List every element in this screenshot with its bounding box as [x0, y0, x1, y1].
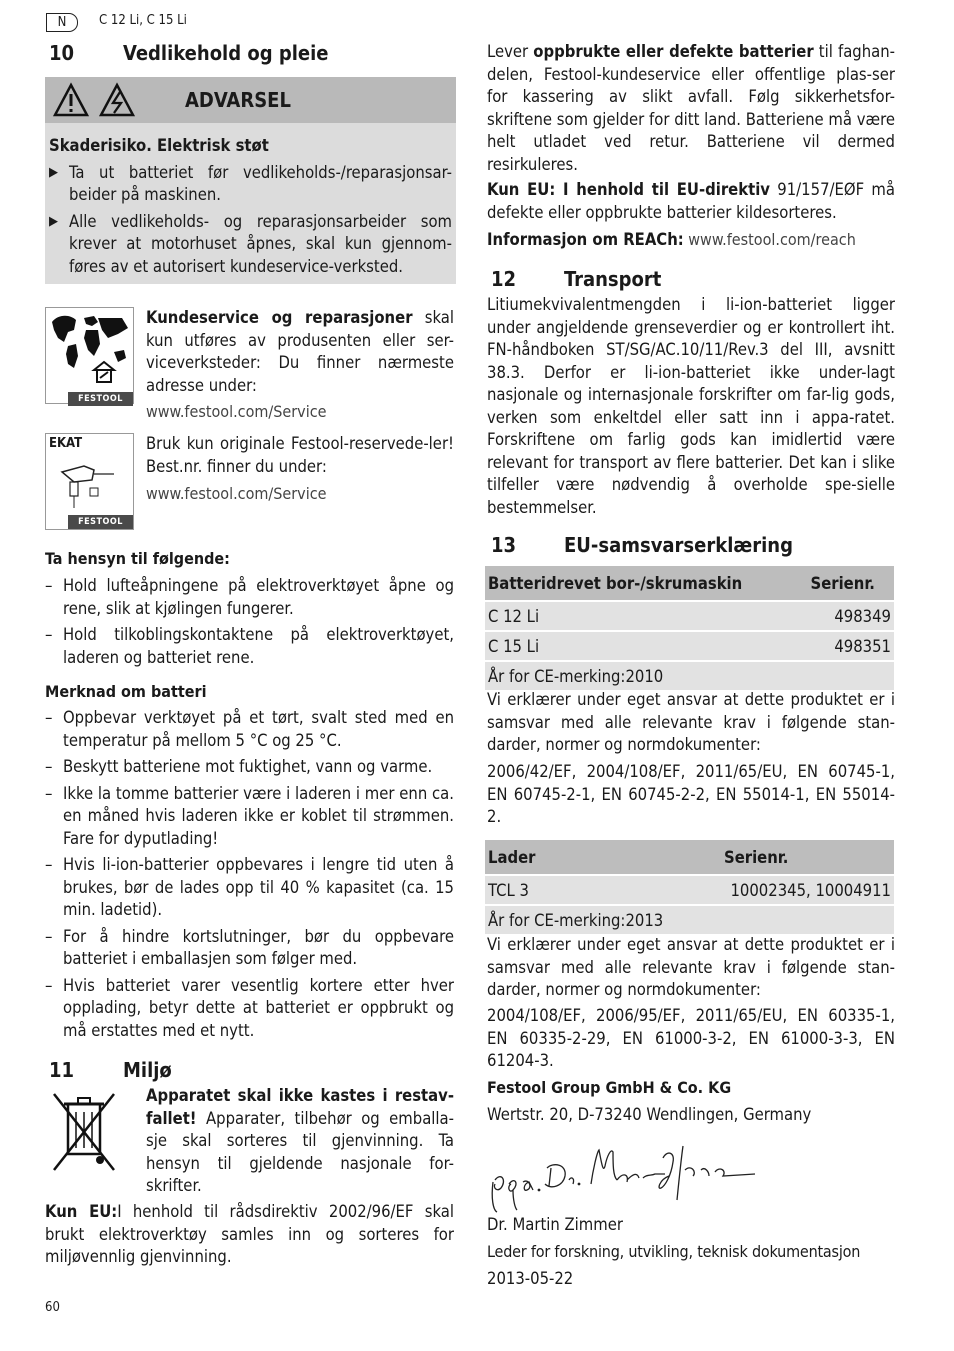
note-item: – Hold tilkoblingskontaktene på elektroverktøyet, laderen og batteriet rene.	[45, 625, 454, 667]
standards-list-1: 2006/42/EF, 2004/108/EF, 2011/65/EU, EN 60745-1, EN 60745-2-1, EN 60745-2-2, EN 55014-1, EN 55014-2.	[487, 762, 895, 826]
eu-disposal-text: Kun EU:I henhold til rådsdirektiv 2002/96/EF skal brukt elektroverktøy samles inn og sorteres for miljøvennlig gjenvinning.	[45, 1202, 454, 1266]
section-11-number: 11	[49, 1058, 75, 1082]
table-row: C 12 Li 498349	[485, 601, 894, 631]
warning-subtitle: Skaderisiko. Elektrisk støt	[49, 136, 269, 155]
battery-return-text: Lever oppbrukte eller defekte batterier til faghan-delen, Festool-kundeservice eller offentlige plas-ser for kassering av slikt avfall. Følg sikkerhetsfor-skriftene som gjelder for ditt land. Batteriene må være helt utladet ved retur. Batteriene vil dermed resirkuleres.	[487, 42, 895, 174]
signature	[487, 1140, 762, 1215]
page-number: 60	[45, 1300, 60, 1315]
section-13-title: EU-samsvarserklæring	[564, 533, 793, 557]
battery-item: – Beskytt batteriene mot fuktighet, vann og varme.	[45, 757, 433, 776]
eu-battery-directive: Kun EU: I henhold til EU-direktiv 91/157/EØF må defekte eller oppbrukte batterier kildesorteres.	[487, 180, 895, 222]
table-row: C 15 Li 498351	[485, 631, 894, 661]
disposal-text: Apparatet skal ikke kastes i restav-fallet! Apparater, tilbehør og emballa-sje skal sorteres til gjenvinning. Ta hensyn til gjeldende nasjonale for-skrifter.	[146, 1086, 454, 1195]
charger-serial-table: Lader Serienr. TCL 3 10002345, 10004911 År for CE-merking:2013	[485, 840, 894, 936]
battery-item: – Oppbevar verktøyet på et tørt, svalt sted med en temperatur på mellom 5 °C og 25 °C.	[45, 708, 454, 750]
service-url[interactable]: www.festool.com/Service	[146, 402, 327, 421]
world-service-icon	[45, 307, 134, 404]
language-badge: N	[46, 13, 78, 32]
table-row: År for CE-merking:2010	[485, 661, 894, 691]
warning-item: ▶ Alle vedlikeholds- og reparasjonsarbeider som krever at motorhuset åpnes, skal kun gjennom-føres av et autorisert kundeservice-verksted.	[49, 211, 452, 276]
note-item: – Hold lufteåpningene på elektroverktøyet åpne og rene, slik at kjølingen fungerer.	[45, 576, 454, 618]
signer-role: Leder for forskning, utvikling, teknisk dokumentasjon	[487, 1242, 861, 1261]
battery-item: – For å hindre kortslutninger, bør du oppbevare batteriet i emballasjen som følger med.	[45, 926, 454, 968]
crossed-bin-icon	[50, 1090, 118, 1176]
battery-item: – Hvis li-ion-batterier oppbevares i lengre tid uten å brukes, bør de lades opp til 40 % kapasitet (ca. 15 min. ladetid).	[45, 855, 454, 919]
signer-name: Dr. Martin Zimmer	[487, 1215, 623, 1234]
section-11-title: Miljø	[123, 1058, 172, 1082]
warning-item: ▶ Ta ut batteriet før vedlikeholds-/reparasjonsar-beider på maskinen.	[49, 162, 452, 204]
section-12-number: 12	[491, 267, 517, 291]
model-header: C 12 Li, C 15 Li	[99, 13, 187, 28]
standards-list-2: 2004/108/EF, 2006/95/EF, 2011/65/EU, EN 60335-1, EN 60335-2-29, EN 61000-3-2, EN 61000-3-3, EN 61204-3.	[487, 1006, 895, 1070]
ekat-text: Bruk kun originale Festool-reservede-ler! Best.nr. finner du under:	[146, 434, 454, 476]
battery-item: – Ikke la tomme batterier være i laderen i mer enn ca. en måned hvis laderen ikke er koblet til strømmen. Fare for dyputlading!	[45, 783, 454, 848]
table-row: År for CE-merking:2013	[485, 905, 894, 935]
company-name: Festool Group GmbH & Co. KG	[487, 1078, 732, 1097]
battery-item: – Hvis batteriet varer vesentlig kortere etter hver opplading, betyr dette at batteriet er oppbrukt og må erstattes med et nytt.	[45, 975, 454, 1040]
warning-box	[45, 77, 456, 284]
ekat-icon: EKAT FESTOOL	[45, 433, 134, 530]
declaration-text-1: Vi erklærer under eget ansvar at dette produktet er i samsvar med alle relevante krav i følgende stan-darder, normer og normdokumenter:	[487, 690, 895, 754]
festool-logo: FESTOOL	[68, 515, 133, 529]
signature-date: 2013-05-22	[487, 1269, 574, 1288]
declaration-text-2: Vi erklærer under eget ansvar at dette produktet er i samsvar med alle relevante krav i følgende stan-darder, normer og normdokumenter:	[487, 935, 895, 999]
battery-heading: Merknad om batteri	[45, 682, 207, 701]
section-10-title: Vedlikehold og pleie	[123, 41, 329, 65]
ekat-url[interactable]: www.festool.com/Service	[146, 484, 327, 503]
service-text: Kundeservice og reparasjoner skal kun utføres av produsenten eller ser-viceverksteder: Du finner nærmeste adresse under:	[146, 308, 455, 395]
section-10-number: 10	[49, 41, 75, 65]
section-13-number: 13	[491, 533, 517, 557]
drill-diagram-icon	[54, 452, 124, 512]
reach-info: Informasjon om REACh: www.festool.com/reach	[487, 230, 856, 249]
table-row: TCL 3 10002345, 10004911	[485, 875, 894, 905]
warning-label: ADVARSEL	[185, 88, 291, 112]
electric-hazard-icon	[99, 82, 135, 118]
company-address: Wertstr. 20, D-73240 Wendlingen, Germany	[487, 1105, 812, 1124]
transport-text: Litiumekvivalentmengden i li-ion-batteriet ligger under angjeldende grenseverdier og er kontrollert iht. FN-håndboken ST/SG/AC.10/11/Rev.3 del III, avsnitt 38.3. Derfor er li-ion-batteriet ikke under-lagt nasjonale og internasjonale forskrifter om far-lig gods, verken som enkeltdel eller satt inn i appa-ratet. Forskriftene om farlig gods kan imidlertid være relevant for transport av flere batterier. Det kan i slike tilfeller være nødvendig å overholde spe-sielle bestemmelser.	[487, 295, 895, 517]
drill-serial-table: Batteridrevet bor-/skrumaskin Serienr. C 12 Li 498349 C 15 Li 498351 År for CE-merking:2010	[485, 566, 894, 692]
warning-triangle-icon	[53, 82, 89, 118]
festool-logo: FESTOOL	[68, 392, 133, 406]
section-12-title: Transport	[564, 267, 662, 291]
reach-url[interactable]: www.festool.com/reach	[683, 230, 856, 249]
note-heading: Ta hensyn til følgende:	[45, 549, 230, 568]
